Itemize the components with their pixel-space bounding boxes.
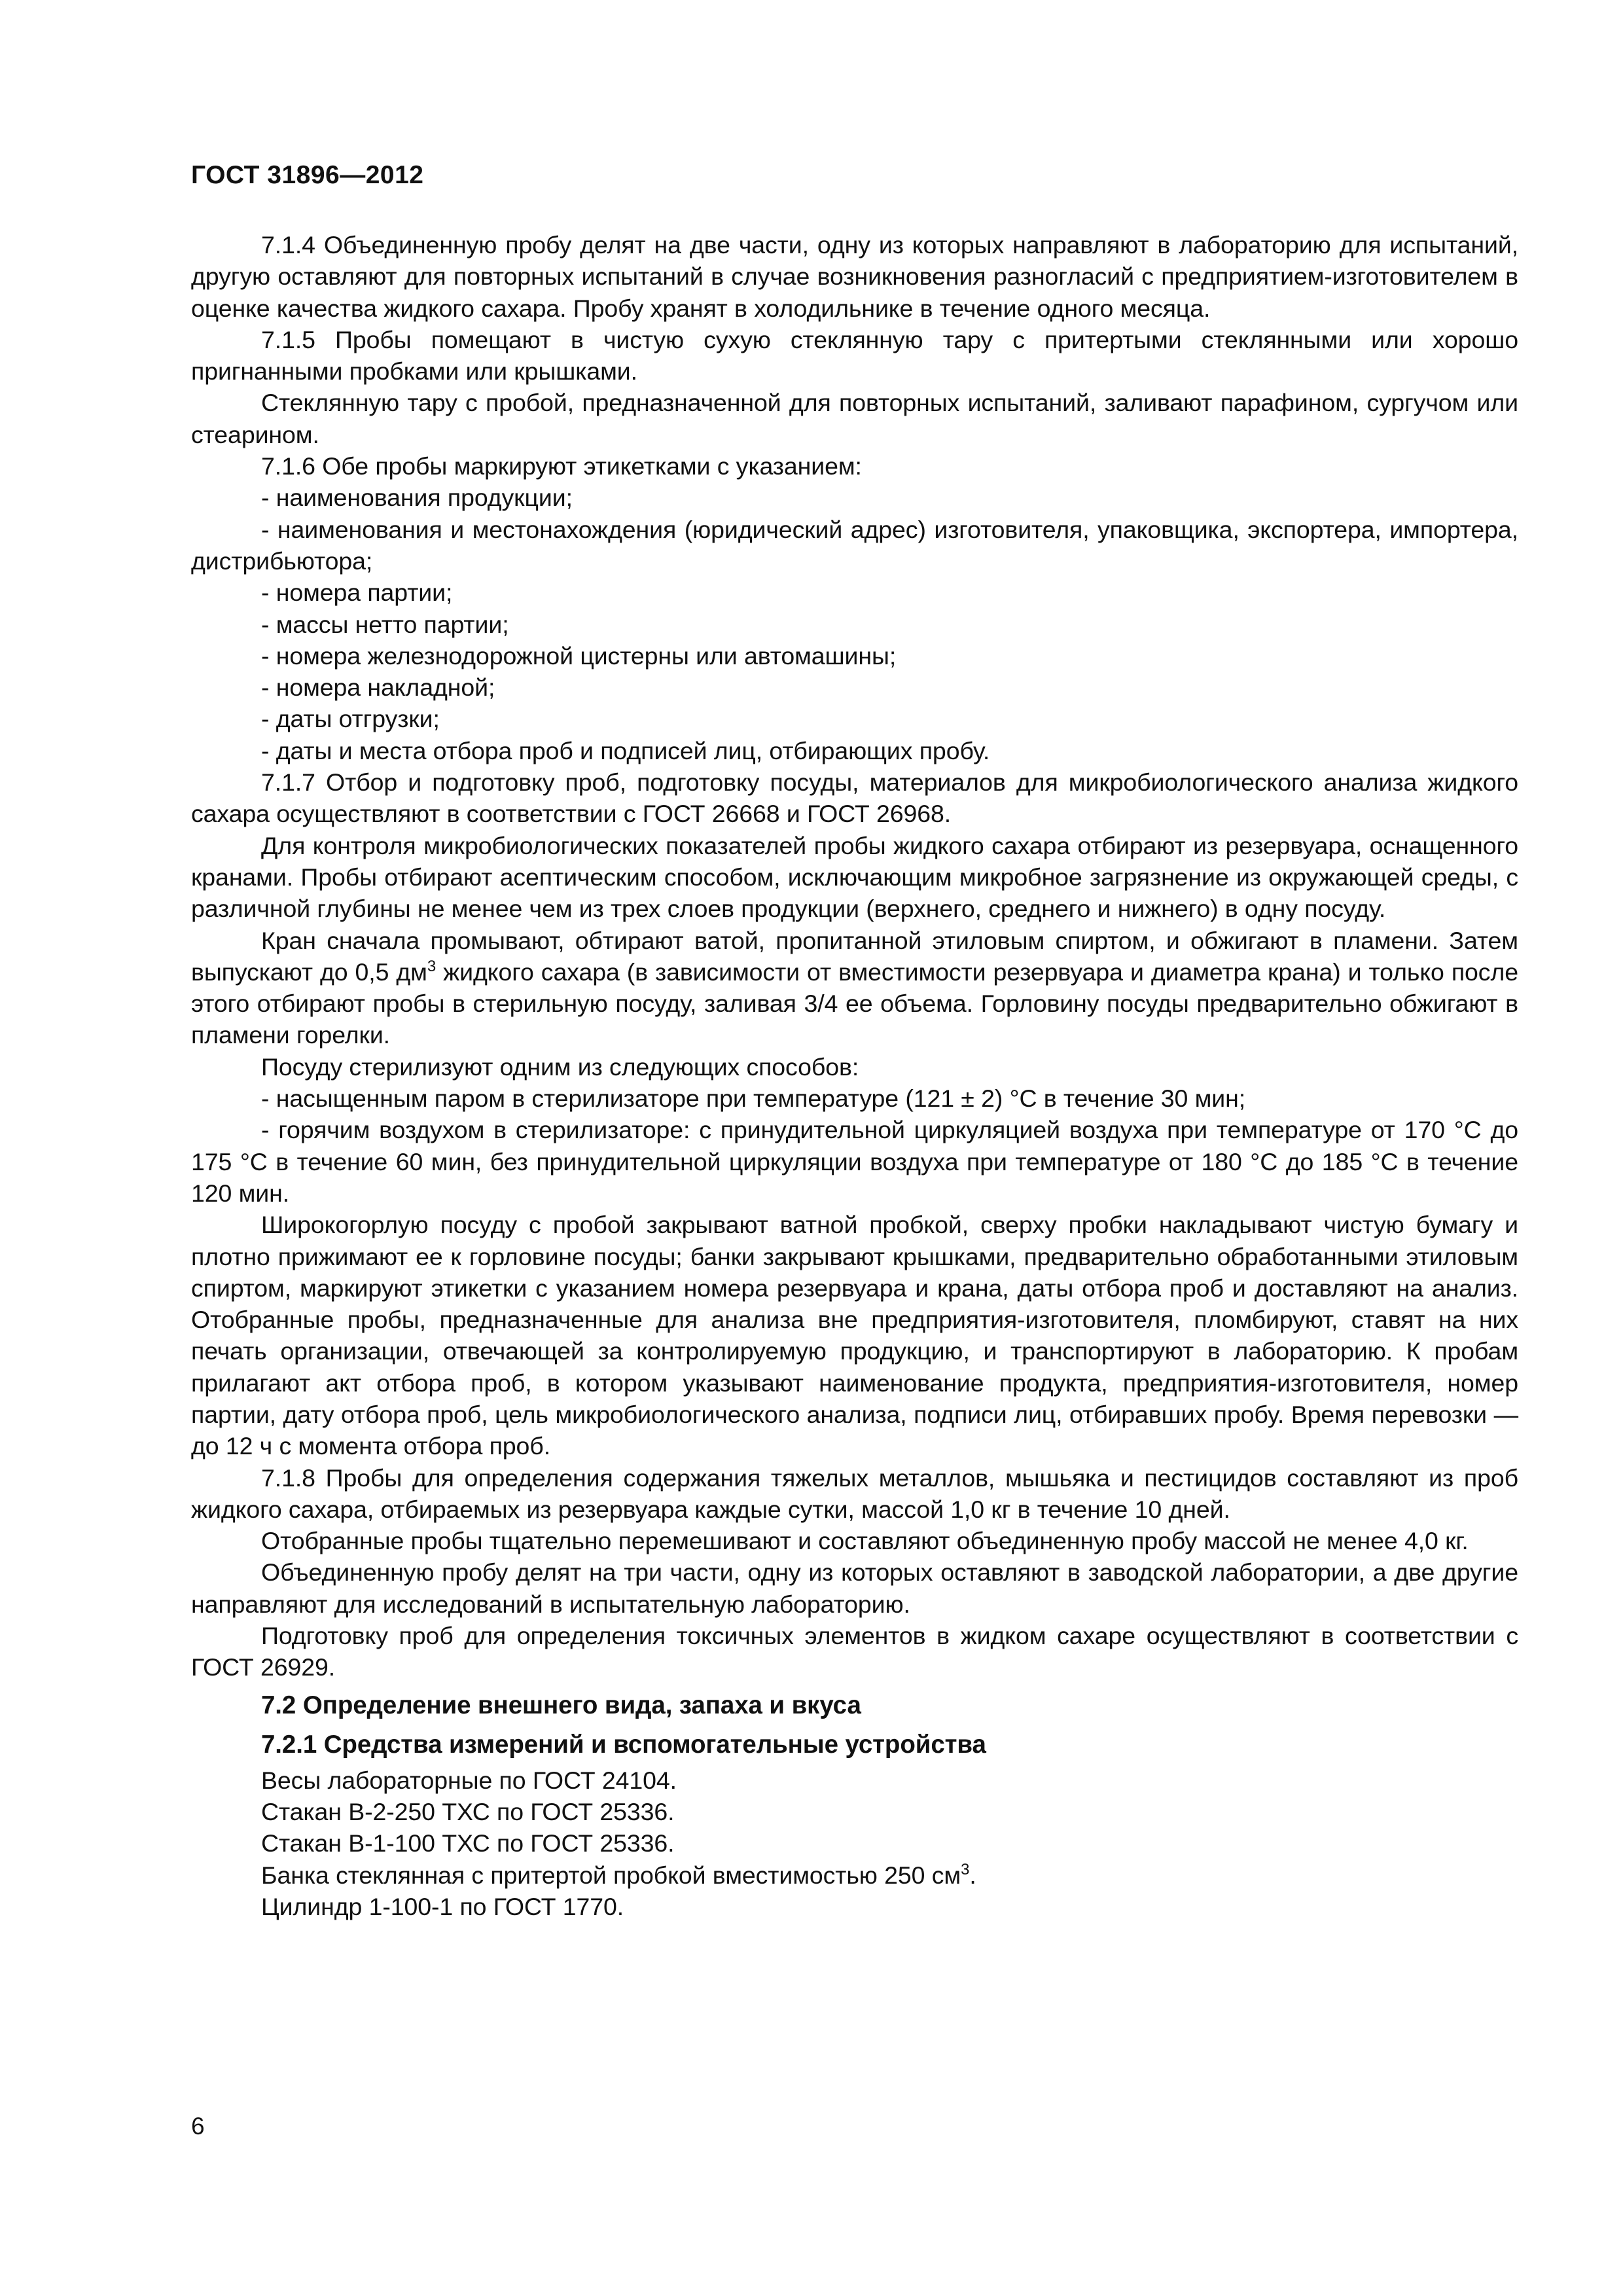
section-heading: 7.2 Определение внешнего вида, запаха и вкуса xyxy=(261,1691,861,1719)
paragraph-7-1-8: 7.1.8 Пробы для определения содержания тяжелых металлов, мышьяка и пестицидов составляют из проб жидкого сахара, отбираемых из резервуара каждые сутки, массой 1,0 кг в течение 10 дней. xyxy=(191,1463,1518,1523)
paragraph-7-1-4: 7.1.4 Объединенную пробу делят на две части, одну из которых направляют в лабораторию для испытаний, другую оставляют для повторных испытаний в случае возникновения разногласий с предприятием-изготовителем в оценке качества жидкого сахара. Пробу хранят в холодильнике в течение одного месяца. xyxy=(191,231,1518,322)
list-item: - даты и места отбора проб и подписей лиц, отбирающих пробу. xyxy=(261,736,990,764)
text-fragment: Банка стеклянная с притертой пробкой вместимостью 250 см xyxy=(261,1861,961,1889)
text-fragment: жидкого сахара (в зависимости от вместимости резервуара и диаметра крана) и только после этого отбирают пробы в стерильную посуду, заливая 3/4 ее объема. Горловину посуды предварительно обжигают в пламени горелки. xyxy=(191,958,1518,1049)
list-item: - наименования и местонахождения (юридический адрес) изготовителя, упаковщика, экспортера, импортера, дистрибьютора; xyxy=(191,515,1518,575)
superscript: 3 xyxy=(961,1860,970,1878)
list-item: - горячим воздухом в стерилизаторе: с принудительной циркуляцией воздуха при температуре от 170 °С до 175 °С в течение 60 мин, без принудительной циркуляции воздуха при температуре от 180 °С до 185 °С в течение 120 мин. xyxy=(191,1116,1518,1207)
paragraph: Подготовку проб для определения токсичных элементов в жидком сахаре осуществляют в соответствии с ГОСТ 26929. xyxy=(191,1622,1518,1681)
subsection-heading: 7.2.1 Средства измерений и вспомогательные устройства xyxy=(261,1730,986,1759)
paragraph: Объединенную пробу делят на три части, одну из которых оставляют в заводской лаборатории, а две другие направляют для исследований в испытательную лабораторию. xyxy=(191,1558,1518,1618)
paragraph xyxy=(191,925,1518,1051)
paragraph-7-1-6: 7.1.6 Обе пробы маркируют этикетками с указанием: xyxy=(261,452,862,480)
equipment-item: Стакан В-1-100 ТХС по ГОСТ 25336. xyxy=(261,1829,675,1857)
paragraph-7-1-7: 7.1.7 Отбор и подготовку проб, подготовку посуды, материалов для микробиологического анализа жидкого сахара осуществляют в соответствии с ГОСТ 26668 и ГОСТ 26968. xyxy=(191,768,1518,828)
equipment-item: Весы лабораторные по ГОСТ 24104. xyxy=(261,1766,677,1794)
page-number: 6 xyxy=(191,2113,205,2140)
list-item: - даты отгрузки; xyxy=(261,705,440,733)
equipment-item: Цилиндр 1-100-1 по ГОСТ 1770. xyxy=(261,1892,624,1920)
list-item: - массы нетто партии; xyxy=(261,610,509,638)
paragraph: Отобранные пробы тщательно перемешивают и составляют объединенную пробу массой не менее 4,0 кг. xyxy=(261,1527,1469,1555)
list-item: - номера партии; xyxy=(261,579,453,607)
superscript: 3 xyxy=(427,957,437,975)
paragraph: Широкогорлую посуду с пробой закрывают ватной пробкой, сверху пробки накладывают чистую бумагу и плотно прижимают ее к горловине посуды; банки закрывают крышками, предварительно обработанными этиловым спиртом, маркируют этикетки с указанием номера резервуара и крана, даты отбора проб и доставляют на анализ. Отобранные пробы, предназначенные для анализа вне предприятия-изготовителя, пломбируют, ставят на них печать организации, отвечающей за контролируемую продукцию, и транспортируют в лабораторию. К пробам прилагают акт отбора проб, в котором указывают наименование продукта, предприятия-изготовителя, номер партии, дату отбора проб, цель микробиологического анализа, подписи лиц, отбиравших пробу. Время перевозки — до 12 ч с момента отбора проб. xyxy=(191,1211,1518,1460)
paragraph: Посуду стерилизуют одним из следующих способов: xyxy=(261,1052,859,1081)
text-fragment: . xyxy=(969,1861,976,1889)
list-item: - насыщенным паром в стерилизаторе при температуре (121 ± 2) °С в течение 30 мин; xyxy=(261,1085,1246,1113)
document-header: ГОСТ 31896—2012 xyxy=(191,161,424,189)
paragraph: Стеклянную тару с пробой, предназначенной для повторных испытаний, заливают парафином, сургучом или стеарином. xyxy=(191,389,1518,448)
text-fragment: Кран сначала промывают, обтирают ватой, пропитанной этиловым спиртом, и обжигают в пламени. Затем выпускают до 0,5 дм xyxy=(191,926,1518,986)
list-item: - номера накладной; xyxy=(261,673,495,702)
list-item: - номера железнодорожной цистерны или автомашины; xyxy=(261,641,897,670)
list-item: - наименования продукции; xyxy=(261,484,573,512)
equipment-item xyxy=(191,1859,1518,1891)
paragraph: Для контроля микробиологических показателей пробы жидкого сахара отбирают из резервуара, оснащенного кранами. Пробы отбирают асептическим способом, исключающим микробное загрязнение из окружающей среды, с различной глубины не менее чем из трех слоев продукции (верхнего, среднего и нижнего) в одну посуду. xyxy=(191,831,1518,923)
document-body xyxy=(191,229,1518,1922)
paragraph-7-1-5: 7.1.5 Пробы помещают в чистую сухую стеклянную тару с притертыми стеклянными или хорошо пригнанными пробками или крышками. xyxy=(191,325,1518,386)
equipment-item: Стакан В-2-250 ТХС по ГОСТ 25336. xyxy=(261,1797,675,1825)
